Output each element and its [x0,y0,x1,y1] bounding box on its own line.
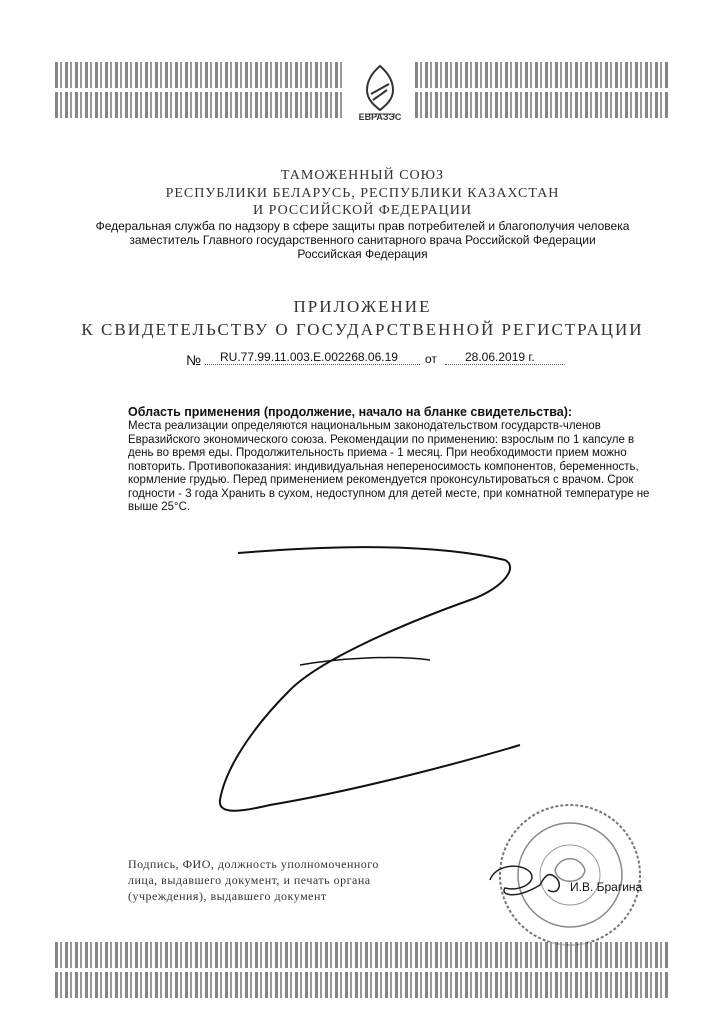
country-name: Российская Федерация [297,247,428,261]
union-title-line3: И РОССИЙСКОЙ ФЕДЕРАЦИИ [253,203,472,218]
body-text [128,420,653,515]
body-line: Места реализации определяются национальным законодательством государств-членов [128,420,601,432]
body-line: кормление грудью. Перед применением рекомендуется проконсультироваться с врачом. Срок [128,474,634,486]
registration-date: 28.06.2019 г. [465,350,535,364]
eurasec-emblem-icon [345,58,415,128]
body-line: годности - 3 года Хранить в сухом, недоступном для детей месте, при комнатной температуре не [128,487,650,500]
caption-line: лица, выдавшего документ, и печать органа [128,873,371,887]
appendix-title-line1: ПРИЛОЖЕНИЕ [293,297,432,316]
number-underline [205,364,420,365]
official-seal-stamp [495,800,645,950]
bottom-security-band-2 [55,972,670,998]
union-title-line1: ТАМОЖЕННЫЙ СОЮЗ [280,168,445,183]
caption-line: (учреждения), выдавшего документ [128,889,327,903]
body-line: день во время еды. Продолжительность приема - 1 месяц. При необходимости прием можно [128,447,627,459]
bottom-security-band-1 [55,942,670,968]
registration-number: RU.77.99.11.003.Е.002268.06.19 [220,350,398,364]
emblem-label: ЕВРАЗЭС [358,112,402,122]
section-title: Область применения (продолжение, начало на бланке свидетельства): [128,405,573,419]
union-title-line2: РЕСПУБЛИКИ БЕЛАРУСЬ, РЕСПУБЛИКИ КАЗАХСТАН [165,186,560,201]
caption-line: Подпись, ФИО, должность уполномоченного [128,857,379,871]
appendix-title-line2: К СВИДЕТЕЛЬСТВУ О ГОСУДАРСТВЕННОЙ РЕГИСТРАЦИИ [81,320,644,339]
number-label: № [186,352,202,368]
date-underline [445,364,565,365]
agency-name: Федеральная служба по надзору в сфере защиты прав потребителей и благополучия человека [95,219,630,233]
body-line: выше 25°С. [128,501,191,513]
signer-name: И.В. Брагина [570,880,643,894]
body-line: повторить. Противопоказания: индивидуальная непереносимость компонентов, беременность, [128,460,639,473]
signature-caption [128,856,428,904]
official-title: заместитель Главного государственного санитарного врача Российской Федерации [129,233,596,247]
body-line: Евразийского экономического союза. Рекомендации по применению: взрослым по 1 капсуле в [128,433,635,446]
date-label: от [425,352,437,366]
